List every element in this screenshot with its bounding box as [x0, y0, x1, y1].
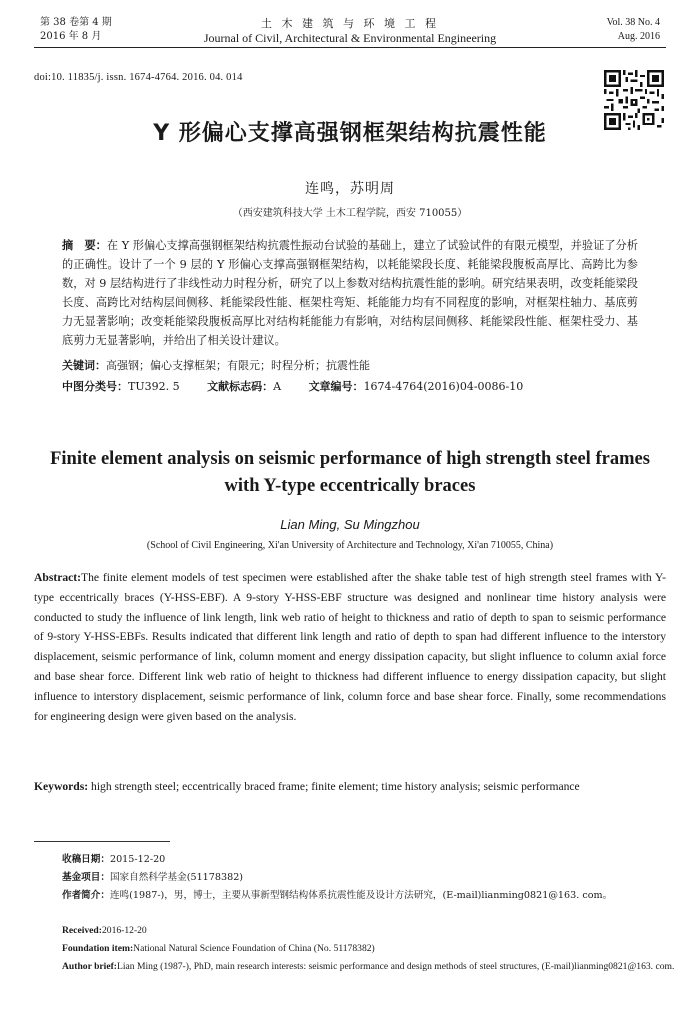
received-en-value: 2016-12-20 [101, 925, 147, 936]
author-cn-label: 作者简介： [62, 890, 110, 901]
received-cn-value: 2015-12-20 [109, 854, 166, 865]
keywords-cn-label: 关键词： [62, 359, 106, 372]
authors-en: Lian Ming, Su Mingzhou [280, 517, 420, 532]
title-en: Finite element analysis on seismic performance of high strength steel frames with Y-type eccentrically braces [50, 449, 650, 496]
footnote-received-en [62, 923, 668, 939]
footnote-author-en [62, 959, 700, 975]
doc-label: 文献标志码： [207, 380, 274, 393]
footnote-fund-en [62, 941, 668, 957]
abstract-cn-label: 摘 要： [62, 239, 107, 252]
affiliation-en: (School of Civil Engineering, Xi'an University of Architecture and Technology, Xi'an 710055, China) [146, 540, 554, 551]
article-value: 1674-4764(2016)04-0086-10 [363, 380, 524, 393]
issue-info-en [607, 16, 660, 44]
doi[interactable]: doi:10. 11835/j. issn. 1674-4764. 2016. 04. 014 [34, 72, 243, 83]
keywords-cn [62, 357, 638, 373]
affiliation-cn: （西安建筑科技大学 土木工程学院，西安 710055） [232, 208, 468, 219]
clc-label: 中图分类号： [62, 380, 128, 393]
article-label: 文章编号： [308, 380, 364, 393]
footnote-author-cn [62, 888, 700, 904]
article-number [309, 380, 524, 393]
author-cn-value[interactable]: 连鸣(1987-)，男，博士，主要从事新型钢结构体系抗震性能及设计方法研究，(E-mail)lianming0821@163. com。 [109, 890, 613, 901]
abstract-cn-text: 在 Y 形偏心支撑高强钢框架结构抗震性振动台试验的基础上，建立了试验试件的有限元模型，并验证了分析的正确性。设计了一个 9 层的 Y 形偏心支撑高强钢框架结构，以耗能梁段长度、耗能梁段腹板高厚比、高跨比为参数，对 9 层结构进行了非线性动力时程分析，研究了以上参数对结构抗震性能的影响。研究结果表明，改变耗能梁段长度、高跨比对结构层间侧移、耗能梁段性能、框架柱弯矩、耗能能力均有不同程度的影响，对框架柱轴力、基底剪力无显著影响；改变耗能梁段腹板高厚比对结构耗能能力有影响，对结构层间侧移、耗能梁段性能、框架柱受力、基底剪力无显著影响，并给出了相关设计建议。 [62, 239, 638, 347]
journal-name-cn: 土 木 建 筑 与 环 境 工 程 [261, 17, 439, 30]
footnote-received-cn [62, 852, 668, 868]
date-cn: 2016 年 8 月 [40, 31, 102, 42]
running-header [34, 12, 666, 46]
abstract-en-text: The finite element models of test specimen were established after the shake table test of high strength steel frames with Y-type eccentrically braces (Y-HSS-EBF). A 9-story Y-HSS-EBF structure was designed and nonlinear time history analysis were conducted to study the influence of link length, link web ratio of height to thickness and ratio of depth to span to seismic performance of 9-story Y-HSS-EBFs. Results indicated that different link length and ratio of depth to span had different influence to the interstory displacement, seismic performance of link, column moment and energy dissipation capacity, but slight influence to column axial force and base shear force. Different link web ratio of height to thickness had different influence to energy dissipation capacity, but slight influence to interstory displacement, seismic performance of link, column force and base shear force. Finally, some recommendations for engineering design were given based on the analysis. [34, 571, 666, 723]
received-cn-label: 收稿日期： [62, 854, 110, 865]
title-cn: Y 形偏心支撑高强钢框架结构抗震性能 [153, 121, 547, 146]
fund-en-value: National Natural Science Foundation of China (No. 51178382) [133, 943, 375, 954]
doc-value: A [273, 380, 282, 393]
doc-code [207, 380, 281, 393]
journal-name-en: Journal of Civil, Architectural & Environmental Engineering [203, 31, 497, 45]
volume-issue-en: Vol. 38 No. 4 [606, 17, 660, 28]
fund-en-label: Foundation item: [62, 943, 134, 954]
fund-cn-label: 基金项目： [62, 872, 110, 883]
abstract-cn [62, 236, 638, 350]
keywords-en [34, 777, 666, 797]
classification-line [62, 378, 638, 394]
authors-cn: 连鸣，苏明周 [305, 181, 395, 197]
footnote-rule [34, 841, 170, 842]
keywords-cn-text: 高强钢；偏心支撑框架；有限元；时程分析；抗震性能 [106, 359, 370, 372]
abstract-en [34, 568, 666, 726]
header-rule [34, 47, 666, 48]
keywords-en-label: Keywords: [34, 780, 89, 793]
volume-issue-cn: 第 38 卷第 4 期 [40, 17, 112, 28]
author-en-value[interactable]: Lian Ming (1987-), PhD, main research interests: seismic performance and design methods of steel structures, (E-mail)lianming0821@163. com. [116, 961, 675, 972]
keywords-en-text: high strength steel; eccentrically braced frame; finite element; time history analysis; seismic performance [91, 780, 580, 793]
clc-code [62, 380, 180, 393]
date-en: Aug. 2016 [617, 31, 660, 42]
clc-value: TU392. 5 [128, 380, 180, 393]
fund-cn-value: 国家自然科学基金(51178382) [109, 872, 244, 883]
footnote-fund-cn [62, 870, 668, 886]
abstract-en-label: Abstract: [34, 571, 82, 584]
author-en-label: Author brief: [62, 961, 117, 972]
received-en-label: Received: [62, 925, 102, 936]
journal-name [34, 16, 666, 46]
